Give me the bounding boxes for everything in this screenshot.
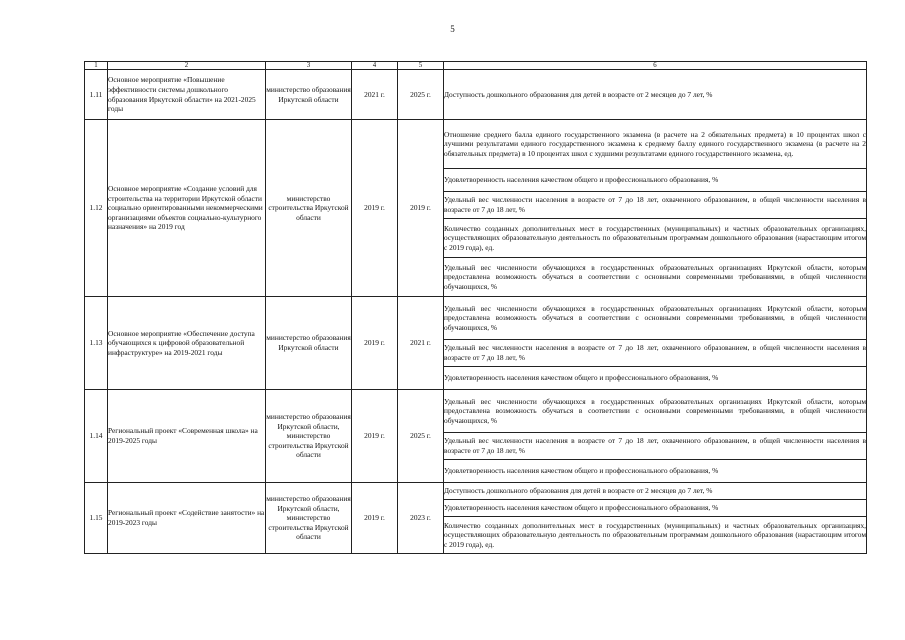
indicator-cell: Удовлетворенность населения качеством общего и профессионального образования, % [444,500,867,517]
measure-name: Основное мероприятие «Создание условий для строительства на территории Иркутской области социально ориентированными некоммерческими организациями объектов социально-культурного назначения» на 2019 год [108,120,266,297]
indicator-cell: Удельный вес численности обучающихся в государственных образовательных организациях Иркутской области, которым предоставлена возможность обучаться в соответствии с основными современными требованиями, в общей численности обучающихся, % [444,297,867,340]
table-row [85,70,867,120]
start-year: 2019 г. [352,120,398,297]
indicator-cell: Отношение среднего балла единого государственного экзамена (в расчете на 2 обязательных предмета) в 10 процентах школ с лучшими результатами единого государственного экзамена к среднему баллу единого государственного экзамена (в расчете на 2 обязательных предмета) в 10 процентах школ с худшими результатами единого государственного экзамена, ед. [444,120,867,169]
row-number: 1.13 [85,297,108,390]
table-row [85,390,867,433]
indicator-cell: Доступность дошкольного образования для детей в возрасте от 2 месяцев до 7 лет, % [444,483,867,500]
header-cell-3: 3 [266,62,352,70]
measure-name: Основное мероприятие «Обеспечение доступа обучающихся к цифровой образовательной инфраструктуре» на 2019-2021 годы [108,297,266,390]
end-year: 2019 г. [398,120,444,297]
indicator-cell: Удельный вес численности населения в возрасте от 7 до 18 лет, охваченного образованием, в общей численности населения в возрасте от 7 до 18 лет, % [444,340,867,367]
header-cell-4: 4 [352,62,398,70]
indicator-cell: Удельный вес численности обучающихся в государственных образовательных организациях Иркутской области, которым предоставлена возможность обучаться в соответствии с основными современными требованиями, в общей численности обучающихся, % [444,390,867,433]
row-number: 1.14 [85,390,108,483]
row-number: 1.12 [85,120,108,297]
indicator-cell: Удельный вес численности обучающихся в государственных образовательных организациях Иркутской области, которым предоставлена возможность обучаться в соответствии с основными современными требованиями, в общей численности обучающихся, % [444,258,867,297]
measures-table [84,61,867,554]
start-year: 2019 г. [352,483,398,554]
end-year: 2025 г. [398,70,444,120]
start-year: 2019 г. [352,297,398,390]
indicator-cell: Количество созданных дополнительных мест в государственных (муниципальных) и частных образовательных организациях, осуществляющих образовательную деятельность по образовательным программам дошкольного образования (нарастающим итогом с 2019 года), ед. [444,517,867,554]
table-body [85,70,867,554]
responsible-executor: министерство образования Иркутской области, министерство строительства Иркутской области [266,483,352,554]
responsible-executor: министерство образования Иркутской области [266,70,352,120]
end-year: 2023 г. [398,483,444,554]
start-year: 2021 г. [352,70,398,120]
table-row [85,483,867,500]
end-year: 2021 г. [398,297,444,390]
responsible-executor: министерство образования Иркутской области [266,297,352,390]
header-cell-5: 5 [398,62,444,70]
responsible-executor: министерство образования Иркутской области, министерство строительства Иркутской области [266,390,352,483]
start-year: 2019 г. [352,390,398,483]
measure-name: Региональный проект «Содействие занятости» на 2019-2023 годы [108,483,266,554]
header-cell-6: 6 [444,62,867,70]
table-row [85,297,867,340]
row-number: 1.15 [85,483,108,554]
indicator-cell: Удовлетворенность населения качеством общего и профессионального образования, % [444,169,867,192]
indicator-cell: Удовлетворенность населения качеством общего и профессионального образования, % [444,460,867,483]
row-number: 1.11 [85,70,108,120]
measure-name: Основное мероприятие «Повышение эффективности системы дошкольного образования Иркутской области» на 2021-2025 годы [108,70,266,120]
page-number: 5 [450,24,455,34]
responsible-executor: министерство строительства Иркутской области [266,120,352,297]
table-header [85,62,867,70]
indicator-cell: Доступность дошкольного образования для детей в возрасте от 2 месяцев до 7 лет, % [444,70,867,120]
indicator-cell: Удельный вес численности населения в возрасте от 7 до 18 лет, охваченного образованием, в общей численности населения в возрасте от 7 до 18 лет, % [444,192,867,219]
indicator-cell: Количество созданных дополнительных мест в государственных (муниципальных) и частных образовательных организациях, осуществляющих образовательную деятельность по образовательным программам дошкольного образования (нарастающим итогом с 2019 года), ед. [444,219,867,258]
table-row [85,120,867,169]
indicator-cell: Удельный вес численности населения в возрасте от 7 до 18 лет, охваченного образованием, в общей численности населения в возрасте от 7 до 18 лет, % [444,433,867,460]
header-cell-1: 1 [85,62,108,70]
indicator-cell: Удовлетворенность населения качеством общего и профессионального образования, % [444,367,867,390]
header-cell-2: 2 [108,62,266,70]
measure-name: Региональный проект «Современная школа» на 2019-2025 годы [108,390,266,483]
end-year: 2025 г. [398,390,444,483]
